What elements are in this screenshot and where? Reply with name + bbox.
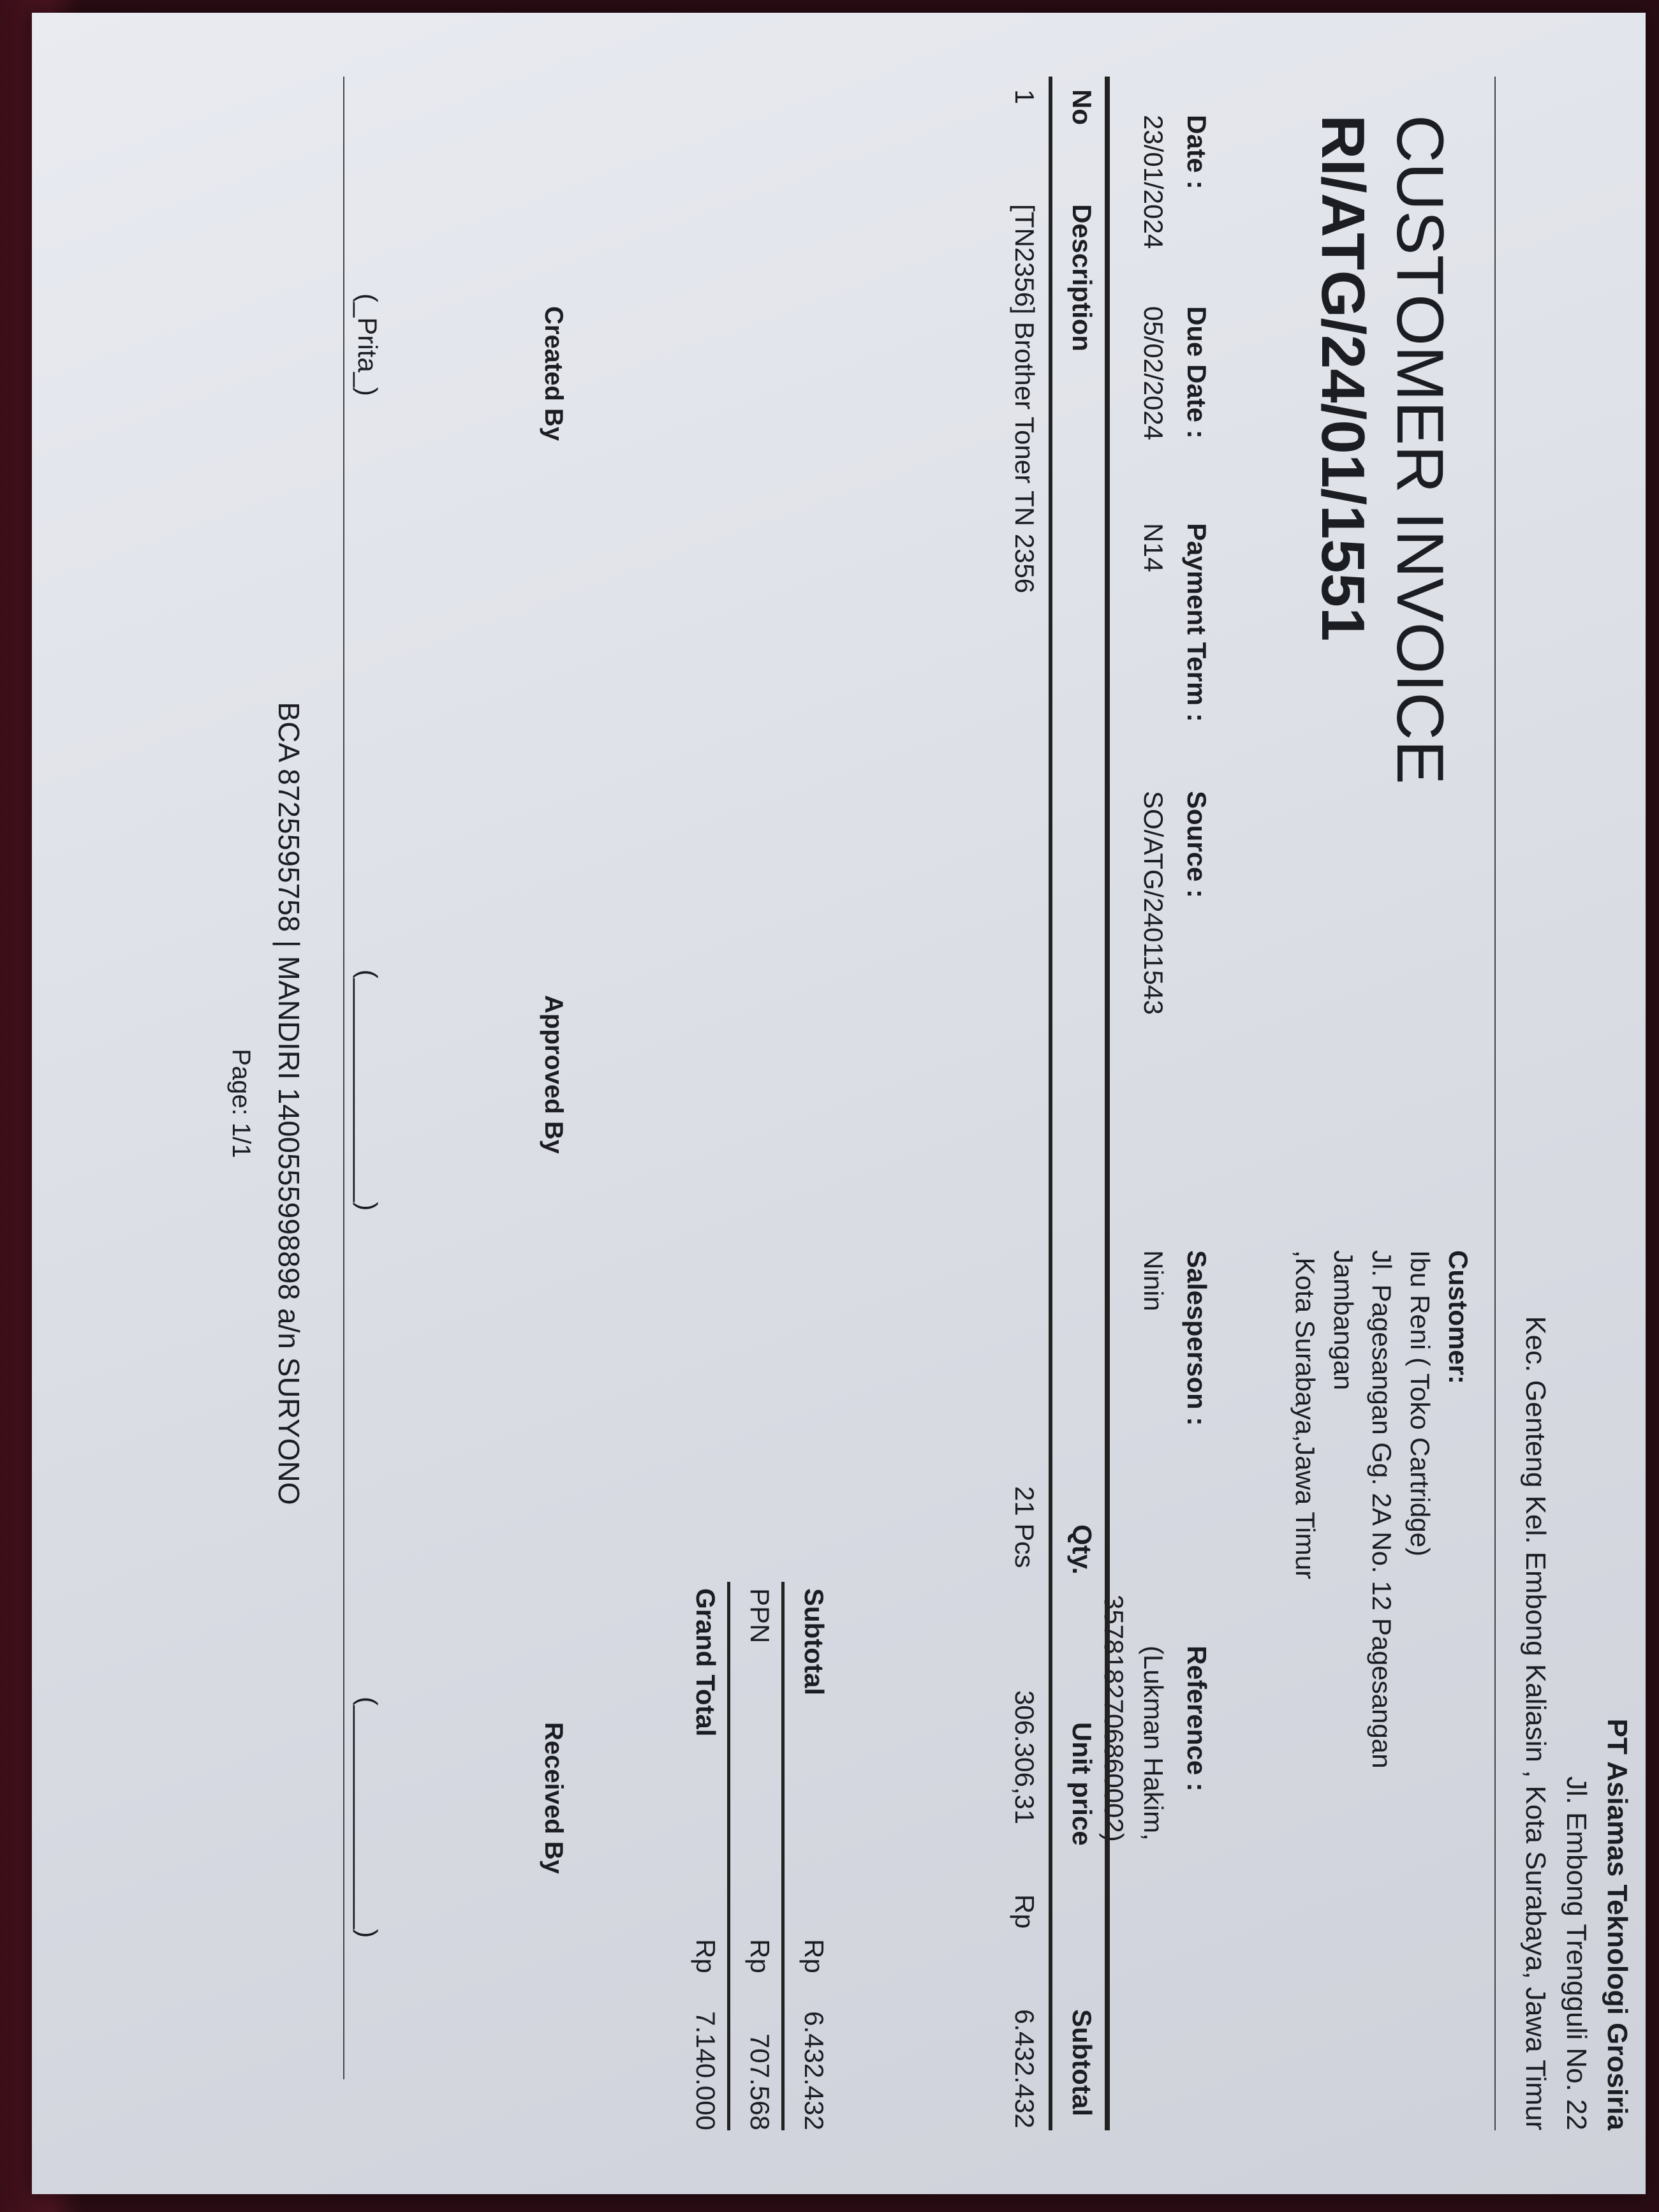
subtotal-label: Subtotal [799,1588,829,1695]
source-label: Source : [1182,791,1212,899]
row-currency: Rp [1010,1894,1040,1929]
header-unit-price: Unit price [1067,1722,1097,1846]
date-label: Date : [1182,115,1212,189]
created-by-label: Created By [540,306,568,441]
row-description: [TN2356] Brother Toner TN 2356 [1010,204,1040,594]
approved-by-label: Approved By [540,995,568,1154]
meta-reference [1098,1595,1212,1842]
customer-address-line1: Jl. Pagesangan Gg. 2A No. 12 Pagesangan [1367,1250,1397,1769]
meta-salesperson [1138,1250,1212,1426]
company-address-line2: Kec. Genteng Kel. Embong Kaliasin , Kota Surabaya, Jawa Timur [1520,1316,1551,2130]
meta-payment-term [1138,523,1212,722]
table-header-border [1049,77,1052,2130]
invoice-number: RI/ATG/24/01/1551 [1309,115,1377,642]
reference-value-line1: (Lukman Hakim, [1139,1646,1169,1841]
due-date-label: Due Date : [1182,306,1212,439]
totals-block [676,1582,829,2130]
header-divider [1494,77,1496,2130]
meta-source [1138,791,1212,1015]
header-description: Description [1067,204,1097,352]
page-number: Page: 1/1 [227,1049,255,1158]
created-by-name: (_Prita_) [353,293,383,397]
subtotal-amount: 6.432.432 [799,2011,829,2130]
salesperson-label: Salesperson : [1182,1250,1212,1426]
ppn-row [730,1582,775,2130]
bank-info: BCA 8725595758 | MANDIRI 1400555998898 a/n SURYONO [272,702,306,1505]
due-date-value: 05/02/2024 [1139,306,1169,441]
grand-total-currency: Rp [691,1939,721,1973]
subtotal-currency: Rp [799,1939,829,1973]
customer-label: Customer: [1443,1250,1473,1385]
company-name: PT Asiamas Teknologi Grosiria [1602,1718,1633,2130]
payment-term-value: N14 [1139,523,1169,573]
subtotal-row [785,1582,829,2130]
header-subtotal: Subtotal [1067,2009,1097,2116]
document-title: CUSTOMER INVOICE [1383,115,1457,785]
grand-total-label: Grand Total [691,1588,721,1737]
customer-address-line3: ,Kota Surabaya,Jawa Timur [1290,1250,1320,1579]
meta-due-date [1138,306,1212,440]
reference-label: Reference : [1182,1646,1212,1792]
row-qty: 21 Pcs [1010,1486,1040,1568]
header-qty: Qty. [1067,1524,1097,1575]
customer-address-line2: Jambangan [1329,1250,1359,1390]
grand-total-row [676,1582,721,2130]
received-by-label: Received By [540,1722,568,1874]
ppn-label: PPN [745,1588,775,1644]
ppn-currency: Rp [745,1939,775,1973]
row-unit-price: 306.306,31 [1010,1690,1040,1825]
company-address-line1: Jl. Embong Trengguli No. 22 [1561,1776,1592,2130]
payment-term-label: Payment Term : [1182,523,1212,722]
row-subtotal: 6.432.432 [1010,2009,1040,2128]
row-no: 1 [1010,89,1040,105]
invoice-paper [32,13,1646,2194]
grand-total-amount: 7.140.000 [691,2011,721,2130]
approved-by-line: (_______________) [353,970,383,1211]
meta-date [1138,115,1212,249]
customer-name: Ibu Reni ( Toko Cartridge) [1405,1250,1435,1557]
reference-value-line2: 3578182706860002) [1099,1595,1129,1842]
source-value: SO/ATG/24011543 [1139,791,1169,1015]
table-top-border [1105,77,1110,2130]
company-header [1519,1316,1633,2130]
date-value: 23/01/2024 [1139,115,1169,249]
salesperson-value: Ninin [1139,1250,1169,1311]
footer-divider [343,77,344,2079]
header-no: No [1067,89,1097,125]
ppn-amount: 707.568 [745,2033,775,2130]
received-by-line: (_______________) [353,1697,383,1938]
customer-block [1282,1250,1473,1769]
invoice-document [83,38,1646,2169]
